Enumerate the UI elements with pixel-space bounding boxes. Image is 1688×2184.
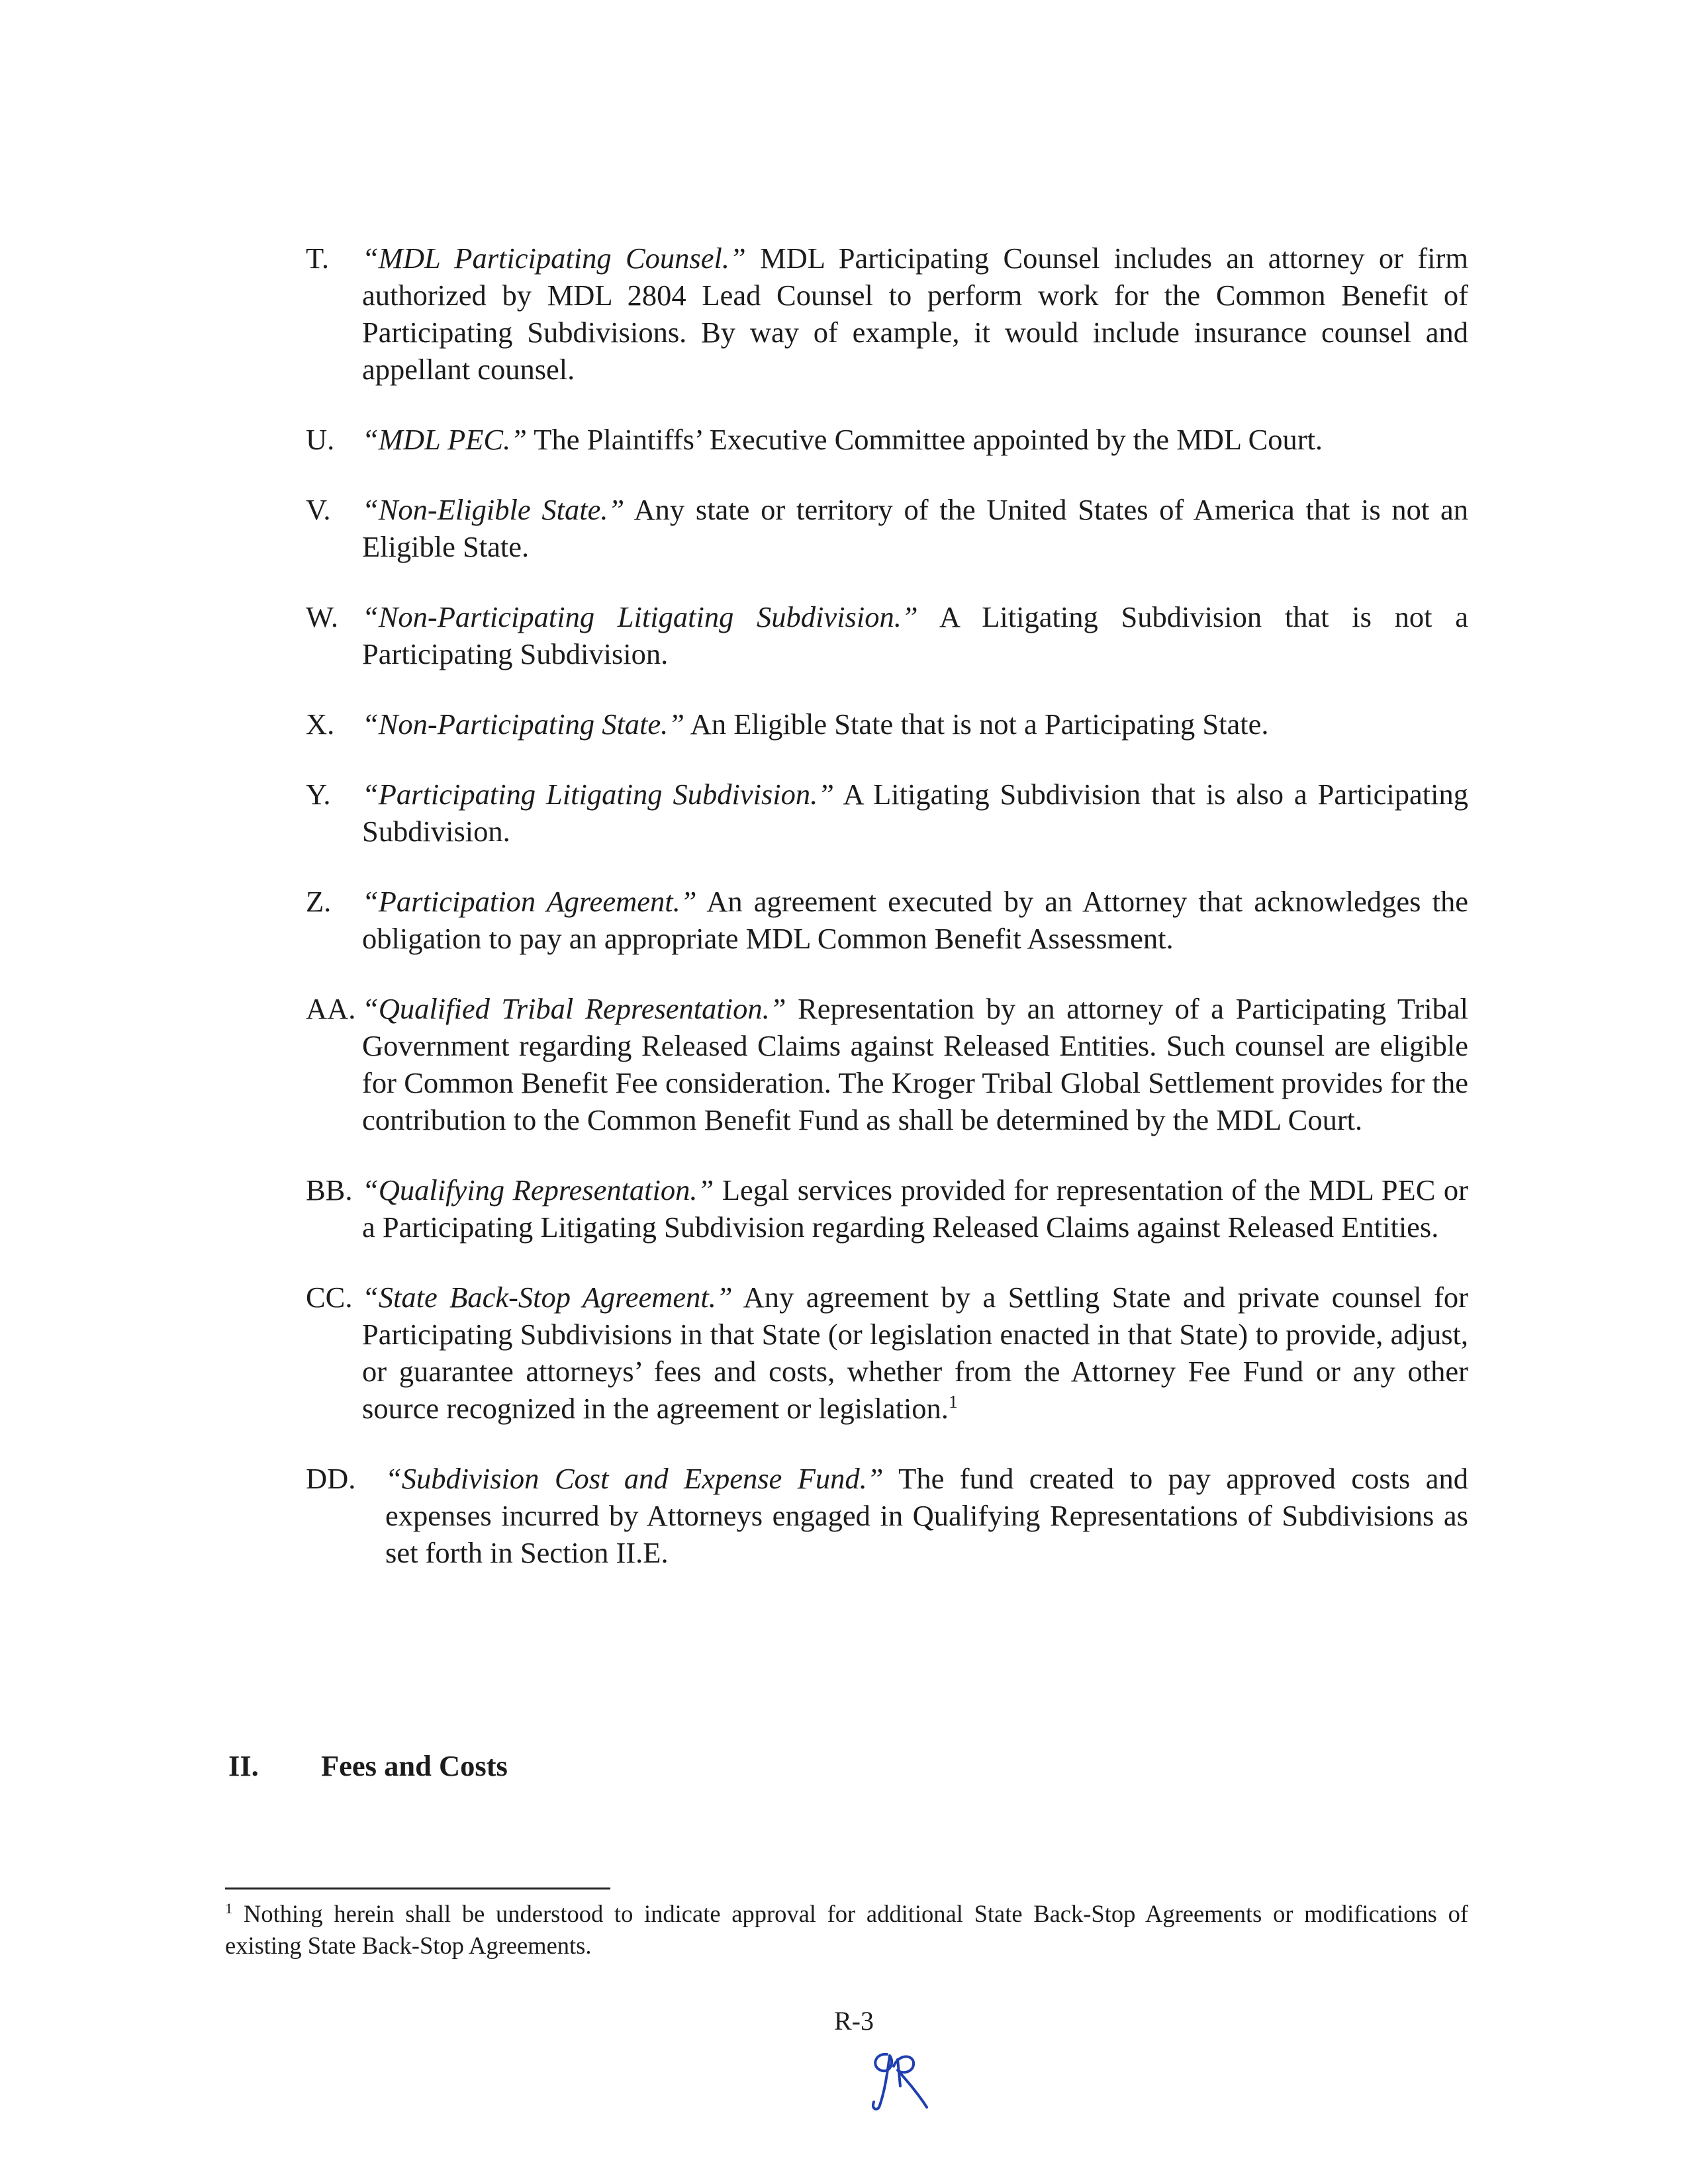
definition-label: AA. — [306, 992, 356, 1025]
definition-body — [362, 598, 1468, 672]
definition-item — [306, 705, 1468, 743]
definition-term: “State Back-Stop Agreement.” — [362, 1281, 733, 1314]
definition-text: Legal services provided for representation of the MDL PEC or a Participating Litigating Subdivision regarding Released Claims against Released Entities. — [362, 1173, 1468, 1244]
handwritten-initials — [861, 2046, 933, 2113]
footnote-text: Nothing herein shall be understood to indicate approval for additional State Back-Stop Agreements or modifications of existing State Back-Stop Agreements. — [225, 1900, 1468, 1959]
footnote-reference: 1 — [948, 1391, 958, 1412]
definition-label: Z. — [306, 885, 332, 918]
definition-text: A Litigating Subdivision that is not a Participating Subdivision. — [362, 600, 1468, 670]
definition-label: X. — [306, 707, 335, 741]
definition-body — [385, 1460, 1468, 1571]
definition-item — [306, 776, 1468, 850]
definition-text: Representation by an attorney of a Participating Tribal Government regarding Released Claims against Released Entities. Such counsel are eligible for Common Benefit Fee consideration. The Kroger Tribal Global Settlement provides for the contribution to the Common Benefit Fund as shall be determined by the MDL Court. — [362, 992, 1468, 1136]
footnote-divider — [225, 1888, 610, 1889]
definition-text: The Plaintiffs’ Executive Committee appointed by the MDL Court. — [526, 423, 1323, 456]
definition-item — [306, 491, 1468, 565]
footnote — [225, 1898, 1468, 1962]
definition-term: “Qualified Tribal Representation.” — [362, 992, 786, 1025]
initials-strokes — [873, 2054, 927, 2109]
definition-term: “Non-Participating Litigating Subdivision.” — [362, 600, 918, 633]
definition-text: MDL Participating Counsel includes an attorney or firm authorized by MDL 2804 Lead Counsel to perform work for the Common Benefit of Participating Subdivisions. By way of example, it would include insurance counsel and appellant counsel. — [362, 242, 1468, 386]
definition-item — [306, 883, 1468, 957]
definition-body — [362, 883, 1468, 957]
section-title: Fees and Costs — [321, 1749, 508, 1782]
definition-text: Any agreement by a Settling State and private counsel for Participating Subdivisions in that State (or legislation enacted in that State) to provide, adjust, or guarantee attorneys’ fees and costs, whether from the Attorney Fee Fund or any other source recognized in the agreement or legislation. — [362, 1281, 1468, 1425]
definition-label: T. — [306, 242, 330, 275]
definition-text: The fund created to pay approved costs and expenses incurred by Attorneys engaged in Qualifying Representations of Subdivisions as set forth in Section II.E. — [385, 1462, 1468, 1569]
definition-item — [306, 1279, 1468, 1427]
definition-body — [362, 776, 1468, 850]
definition-item — [306, 598, 1468, 672]
definition-item — [306, 1171, 1468, 1246]
definition-label: CC. — [306, 1281, 353, 1314]
definition-label: BB. — [306, 1173, 353, 1206]
definition-text: A Litigating Subdivision that is also a Participating Subdivision. — [362, 778, 1468, 848]
definition-label: U. — [306, 423, 335, 456]
definition-term: “MDL PEC.” — [362, 423, 527, 456]
definition-item — [306, 1460, 1468, 1571]
definition-body — [362, 491, 1468, 565]
definition-term: “Qualifying Representation.” — [362, 1173, 714, 1206]
definition-term: “Non-Participating State.” — [362, 707, 685, 741]
definition-text: An Eligible State that is not a Participating State. — [684, 707, 1269, 741]
definition-body — [362, 240, 1468, 388]
definition-body — [362, 421, 1468, 458]
page-number: R-3 — [834, 2006, 874, 2036]
section-number: II. — [228, 1749, 259, 1782]
footnote-mark: 1 — [225, 1899, 233, 1917]
definition-body — [362, 1171, 1468, 1246]
definition-term: “Participating Litigating Subdivision.” — [362, 778, 835, 811]
definition-term: “Participation Agreement.” — [362, 885, 697, 918]
definition-item — [306, 990, 1468, 1138]
definition-term: “Non-Eligible State.” — [362, 493, 625, 526]
definitions-list — [306, 240, 1468, 1604]
definition-term: “Subdivision Cost and Expense Fund.” — [385, 1462, 884, 1495]
definition-item — [306, 421, 1468, 458]
definition-label: W. — [306, 600, 339, 633]
definition-text: An agreement executed by an Attorney that acknowledges the obligation to pay an appropriate MDL Common Benefit Assessment. — [362, 885, 1468, 955]
definition-label: DD. — [306, 1462, 356, 1495]
definition-body — [362, 1279, 1468, 1427]
definition-body — [362, 705, 1468, 743]
definition-item — [306, 240, 1468, 388]
definition-body — [362, 990, 1468, 1138]
definition-label: Y. — [306, 778, 331, 811]
definition-term: “MDL Participating Counsel.” — [362, 242, 746, 275]
definition-label: V. — [306, 493, 331, 526]
definition-text: Any state or territory of the United States of America that is not an Eligible State. — [362, 493, 1468, 563]
